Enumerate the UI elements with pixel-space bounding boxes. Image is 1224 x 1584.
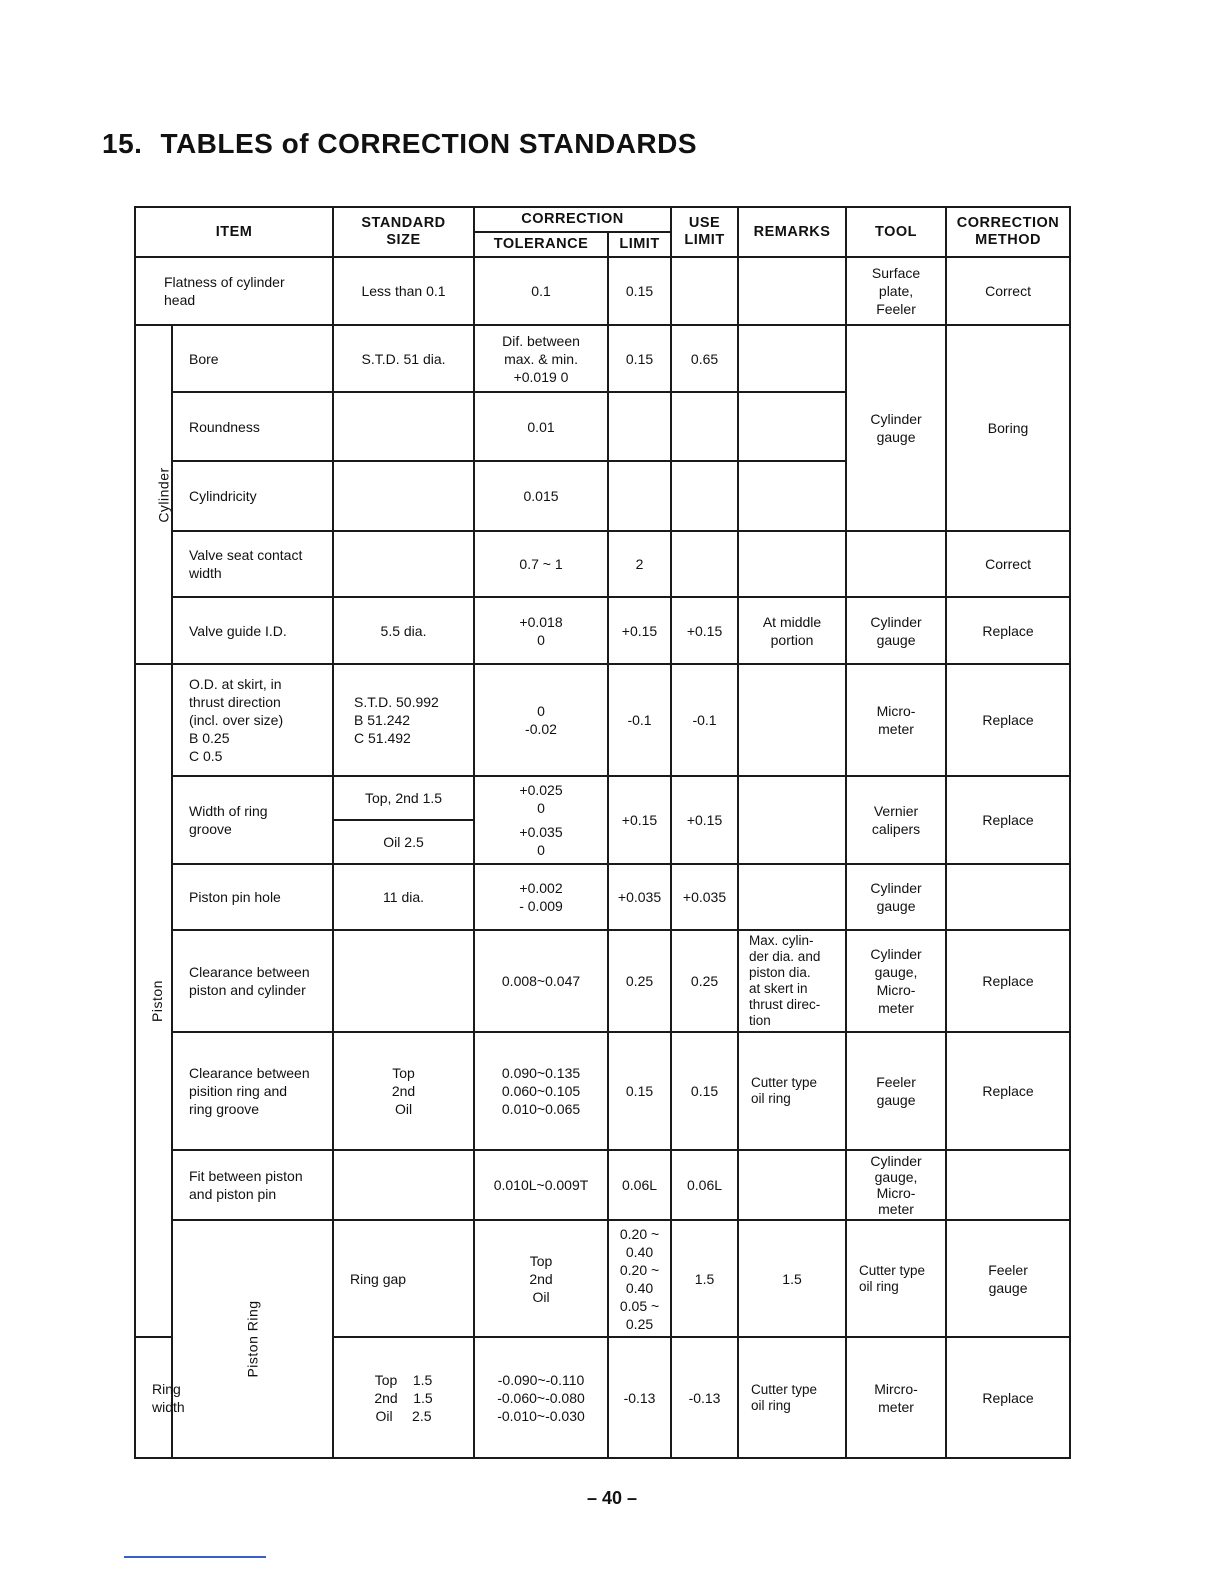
remarks-cell: [738, 257, 846, 325]
remarks-cell: Cutter type oil ring: [738, 1337, 846, 1458]
table-row: [135, 1150, 1070, 1220]
page-number: – 40 –: [586, 1488, 638, 1508]
section-number: 15.: [102, 128, 143, 159]
size-oil: Oil 2.5: [383, 834, 424, 850]
use-limit-cell: [671, 392, 738, 461]
header-limit: LIMIT: [608, 232, 671, 257]
size-cell: 11 dia.: [333, 864, 474, 930]
method-cell: Replace: [946, 1337, 1070, 1458]
use-limit-cell: [671, 531, 738, 597]
remarks-cell: At middle portion: [738, 597, 846, 664]
table-row: [135, 1220, 1070, 1337]
method-cell: Replace: [946, 930, 1070, 1032]
tolerance-cell: 0 -0.02: [474, 664, 608, 776]
size-cell: [333, 392, 474, 461]
size-cell: S.T.D. 50.992 B 51.242 C 51.492: [333, 664, 474, 776]
tolerance-cell: +0.018 0: [474, 597, 608, 664]
remarks-cell: Cutter type oil ring: [846, 1220, 946, 1337]
size-cell: [333, 531, 474, 597]
size-cell: Top 1.5 2nd 1.5 Oil 2.5: [333, 1337, 474, 1458]
method-cell: Replace: [946, 597, 1070, 664]
tool-cell: Surface plate, Feeler: [846, 257, 946, 325]
table-row: [135, 664, 1070, 776]
item-cell: Roundness: [172, 392, 333, 461]
tool-cell: Feeler gauge: [946, 1220, 1070, 1337]
item-cell: Piston pin hole: [172, 864, 333, 930]
item-cell: Valve guide I.D.: [172, 597, 333, 664]
limit-cell: [608, 461, 671, 531]
tool-cell: Mircro- meter: [846, 1337, 946, 1458]
header-use-limit: USE LIMIT: [671, 207, 738, 257]
tool-cell: Vernier calipers: [846, 776, 946, 864]
tolerance-cell: 0.7 ~ 1: [474, 531, 608, 597]
method-cell: [946, 864, 1070, 930]
header-tolerance: TOLERANCE: [474, 232, 608, 257]
use-limit-cell: [671, 257, 738, 325]
method-cell: Replace: [946, 776, 1070, 864]
tolerance-cell: +0.002 - 0.009: [474, 864, 608, 930]
table-row: [135, 776, 1070, 864]
remarks-cell: [738, 776, 846, 864]
tool-cell: Cylinder gauge: [846, 597, 946, 664]
remarks-cell: [738, 664, 846, 776]
item-cell: Cylindricity: [172, 461, 333, 531]
use-limit-cell: [671, 461, 738, 531]
tool-cell: Cylinder gauge, Micro- meter: [846, 1150, 946, 1220]
size-cell: S.T.D. 51 dia.: [333, 325, 474, 392]
tool-cell: Cylinder gauge: [846, 325, 946, 531]
table-row: [135, 597, 1070, 664]
table-row: [135, 325, 1070, 392]
tolerance-cell: 0.090~0.135 0.060~0.105 0.010~0.065: [474, 1032, 608, 1150]
tolerance-oil: +0.035 0: [519, 824, 563, 858]
use-limit-cell: -0.1: [671, 664, 738, 776]
method-cell: Boring: [946, 325, 1070, 531]
group-label-piston: Piston: [135, 664, 172, 1337]
header-standard-size: STANDARD SIZE: [333, 207, 474, 257]
use-limit-cell: -0.13: [671, 1337, 738, 1458]
limit-cell: 0.15: [608, 1032, 671, 1150]
header-correction: CORRECTION: [474, 207, 671, 232]
tolerance-cell: [474, 776, 608, 864]
remarks-cell: Max. cylin- der dia. and piston dia. at skert in thrust direc- tion: [738, 930, 846, 1032]
size-cell: [333, 461, 474, 531]
size-top-2nd: Top, 2nd 1.5: [334, 777, 473, 821]
remarks-cell: [738, 325, 846, 392]
use-limit-cell: +0.15: [671, 597, 738, 664]
table-row: [135, 864, 1070, 930]
limit-cell: +0.035: [608, 864, 671, 930]
item-cell: Flatness of cylinder head: [135, 257, 333, 325]
size-cell: Less than 0.1: [333, 257, 474, 325]
method-cell: [946, 1150, 1070, 1220]
tolerance-cell: 0.1: [474, 257, 608, 325]
size-cell: 5.5 dia.: [333, 597, 474, 664]
item-cell: Ring gap: [333, 1220, 474, 1337]
header-remarks: REMARKS: [738, 207, 846, 257]
limit-cell: 0.15: [608, 257, 671, 325]
use-limit-cell: 0.06L: [671, 1150, 738, 1220]
limit-cell: -0.13: [608, 1337, 671, 1458]
header-item: ITEM: [135, 207, 333, 257]
limit-cell: [608, 392, 671, 461]
item-cell: Valve seat contact width: [172, 531, 333, 597]
item-cell: Width of ring groove: [172, 776, 333, 864]
tool-cell: Feeler gauge: [846, 1032, 946, 1150]
remarks-cell: [738, 461, 846, 531]
limit-cell: 0.06L: [608, 1150, 671, 1220]
method-cell: Replace: [946, 1032, 1070, 1150]
tool-cell: Cylinder gauge: [846, 864, 946, 930]
size-cell: Top 2nd Oil: [474, 1220, 608, 1337]
tool-cell: Cylinder gauge, Micro- meter: [846, 930, 946, 1032]
limit-cell: +0.15: [608, 597, 671, 664]
remarks-cell: Cutter type oil ring: [738, 1032, 846, 1150]
remarks-cell: [738, 531, 846, 597]
size-cell: [333, 776, 474, 864]
tool-cell: Micro- meter: [846, 664, 946, 776]
table-row: [135, 531, 1070, 597]
size-cell: [333, 1150, 474, 1220]
item-cell: Clearance between piston and cylinder: [172, 930, 333, 1032]
tolerance-cell: -0.090~-0.110 -0.060~-0.080 -0.010~-0.030: [474, 1337, 608, 1458]
limit-cell: 0.15: [608, 325, 671, 392]
header-tool: TOOL: [846, 207, 946, 257]
limit-cell: 1.5: [671, 1220, 738, 1337]
item-cell: O.D. at skirt, in thrust direction (incl. over size) B 0.25 C 0.5: [172, 664, 333, 776]
tolerance-top-2nd: +0.025 0: [519, 782, 563, 816]
size-cell: Top 2nd Oil: [333, 1032, 474, 1150]
item-cell: Fit between piston and piston pin: [172, 1150, 333, 1220]
limit-cell: 2: [608, 531, 671, 597]
limit-cell: 0.25: [608, 930, 671, 1032]
use-limit-cell: +0.15: [671, 776, 738, 864]
tool-cell: [846, 531, 946, 597]
table-row: [135, 930, 1070, 1032]
group-label-piston-ring: Piston Ring: [172, 1220, 333, 1458]
tolerance-cell: 0.010L~0.009T: [474, 1150, 608, 1220]
item-cell: Clearance between pisition ring and ring groove: [172, 1032, 333, 1150]
use-limit-cell: +0.035: [671, 864, 738, 930]
use-limit-cell: 0.25: [671, 930, 738, 1032]
tolerance-cell: 0.01: [474, 392, 608, 461]
use-limit-cell: 0.65: [671, 325, 738, 392]
limit-cell: +0.15: [608, 776, 671, 864]
limit-cell: -0.1: [608, 664, 671, 776]
footer-rule: [124, 1556, 266, 1558]
tolerance-cell: 0.008~0.047: [474, 930, 608, 1032]
use-limit-cell: 1.5: [738, 1220, 846, 1337]
correction-standards-table: [134, 206, 1071, 1459]
remarks-cell: [738, 392, 846, 461]
section-title: TABLES of CORRECTION STANDARDS: [160, 128, 698, 159]
size-cell: [333, 930, 474, 1032]
remarks-cell: [738, 864, 846, 930]
tolerance-cell: Dif. between max. & min. +0.019 0: [474, 325, 608, 392]
table-row: [135, 257, 1070, 325]
method-cell: Correct: [946, 257, 1070, 325]
method-cell: Correct: [946, 531, 1070, 597]
group-label-cylinder: Cylinder: [135, 325, 172, 664]
tolerance-cell: 0.20 ~ 0.40 0.20 ~ 0.40 0.05 ~ 0.25: [608, 1220, 671, 1337]
method-cell: Replace: [946, 664, 1070, 776]
table-row: [135, 1032, 1070, 1150]
use-limit-cell: 0.15: [671, 1032, 738, 1150]
item-cell: Bore: [172, 325, 333, 392]
item-cell: Ring width: [135, 1337, 172, 1458]
remarks-cell: [738, 1150, 846, 1220]
page-title: [102, 128, 697, 160]
tolerance-cell: 0.015: [474, 461, 608, 531]
header-correction-method: CORRECTION METHOD: [946, 207, 1070, 257]
